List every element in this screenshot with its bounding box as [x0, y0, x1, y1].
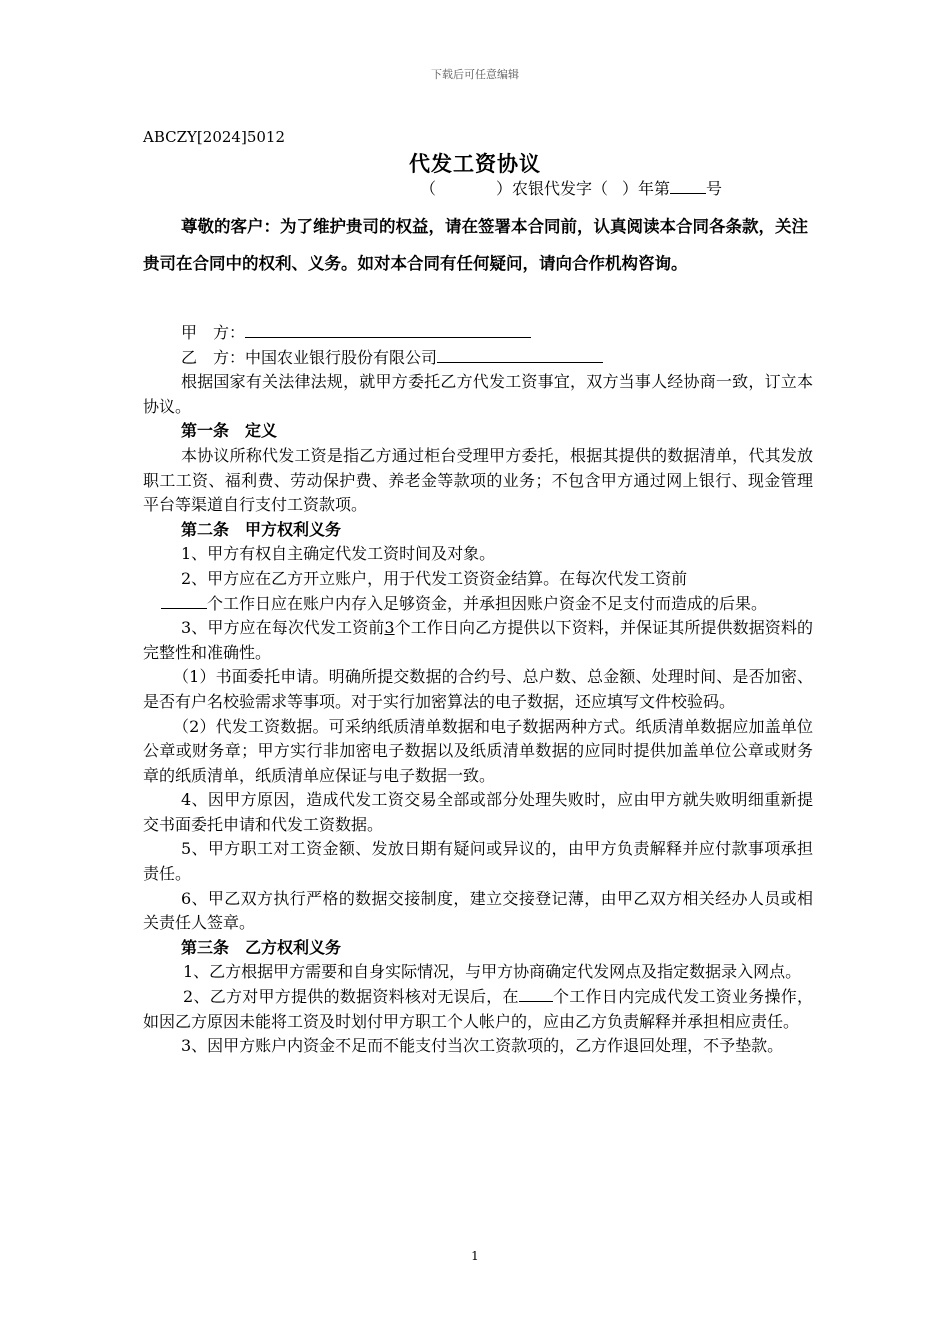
party-b-name: 中国农业银行股份有限公司 [245, 347, 438, 367]
article3-item1: 1、乙方根据甲方需要和自身实际情况，与甲方协商确定代发网点及指定数据录入网点。 [183, 962, 802, 982]
article2-item3 [143, 616, 813, 665]
party-a-label: 甲 方： [181, 323, 246, 342]
document-title: 代发工资协议 [409, 151, 541, 176]
customer-notice: 尊敬的客户：为了维护贵司的权益，请在签署本合同前，认真阅读本合同各条款，关注贵司在合同中的权利、义务。如对本合同有任何疑问，请向合作机构咨询。 [143, 217, 808, 273]
article3-heading: 第三条 乙方权利义务 [181, 937, 342, 957]
article3-item2-rest: 个工作日内完成代发工资业务操作，如因乙方原因未能将工资及时划付甲方职工个人帐户的，应由乙方负责解释并承担相应责任。 [143, 987, 813, 1031]
data-lead-days: 3 [384, 618, 395, 638]
agreement-number-line [420, 176, 722, 199]
article1-text: 本协议所称代发工资是指乙方通过柜台受理甲方委托，根据其提供的数据清单，代其发放职工工资、福利费、劳动保护费、养老金等款项的业务；不包含甲方通过网上银行、现金管理平台等渠道自行支付工资款项。 [143, 445, 813, 515]
article2-item3-start: 3、甲方应在每次代发工资前 [181, 618, 385, 638]
intro-paragraph: 根据国家有关法律法规，就甲方委托乙方代发工资事宜，双方当事人经协商一致，订立本协议。 [143, 372, 813, 416]
article3-item2 [143, 985, 813, 1034]
doc-number-middle: ）农银代发字（ [496, 179, 609, 198]
article2-item2-rest: 个工作日应在账户内存入足够资金，并承担因账户资金不足支付而造成的后果。 [207, 593, 768, 613]
party-a-blank[interactable] [245, 322, 531, 338]
article2-item4: 4、因甲方原因，造成代发工资交易全部或部分处理失败时，应由甲方就失败明细重新提交书面委托申请和代发工资数据。 [143, 790, 813, 834]
prefund-days-blank[interactable] [161, 593, 207, 609]
agreement-body [143, 321, 813, 1059]
article2-heading: 第二条 甲方权利义务 [181, 519, 342, 539]
article2-item2-line2 [143, 592, 813, 617]
article3-item3: 3、因甲方账户内资金不足而不能支付当次工资款项的，乙方作退回处理，不予垫款。 [181, 1036, 784, 1056]
party-b-label: 乙 方： [181, 347, 246, 367]
party-b-blank[interactable] [437, 347, 603, 363]
header-note: 下载后可任意编辑 [431, 68, 519, 81]
serial-number-blank[interactable] [670, 178, 706, 194]
party-a-line [143, 321, 813, 346]
article2-item2-line1: 2、甲方应在乙方开立账户，用于代发工资资金结算。在每次代发工资前 [181, 568, 688, 588]
article2-item3-rest: 个工作日向乙方提供以下资料，并保证其所提供数据资料的完整性和准确性。 [143, 618, 813, 662]
document-code: ABCZY[2024]5012 [143, 128, 285, 146]
article2-sub2: （2）代发工资数据。可采纳纸质清单数据和电子数据两种方式。纸质清单数据应加盖单位公章或财务章；甲方实行非加密电子数据以及纸质清单数据的应同时提供加盖单位公章或财务章的纸质清单，纸质清单应保证与电子数据一致。 [143, 716, 813, 785]
article1-heading: 第一条 定义 [181, 421, 278, 441]
party-b-line [143, 346, 813, 371]
article2-sub1: （1）书面委托申请。明确所提交数据的合约号、总户数、总金额、处理时间、是否加密、是否有户名校验需求等事项。对于实行加密算法的电子数据，还应填写文件校验码。 [143, 667, 813, 711]
article2-item1: 1、甲方有权自主确定代发工资时间及对象。 [181, 544, 496, 564]
doc-number-open: （ [420, 179, 437, 198]
article2-item5: 5、甲方职工对工资金额、发放日期有疑问或异议的，由甲方负责解释并应付款事项承担责任。 [143, 839, 813, 884]
article2-item6: 6、甲乙双方执行严格的数据交接制度，建立交接登记薄，由甲乙双方相关经办人员或相关责任人签章。 [143, 888, 813, 933]
page-number: 1 [471, 1249, 479, 1263]
doc-number-year: ）年第 [622, 179, 671, 198]
processing-days-blank[interactable] [519, 986, 553, 1002]
article3-item2-start: 2、乙方对甲方提供的数据资料核对无误后，在 [183, 987, 519, 1007]
doc-number-suffix: 号 [706, 179, 723, 198]
